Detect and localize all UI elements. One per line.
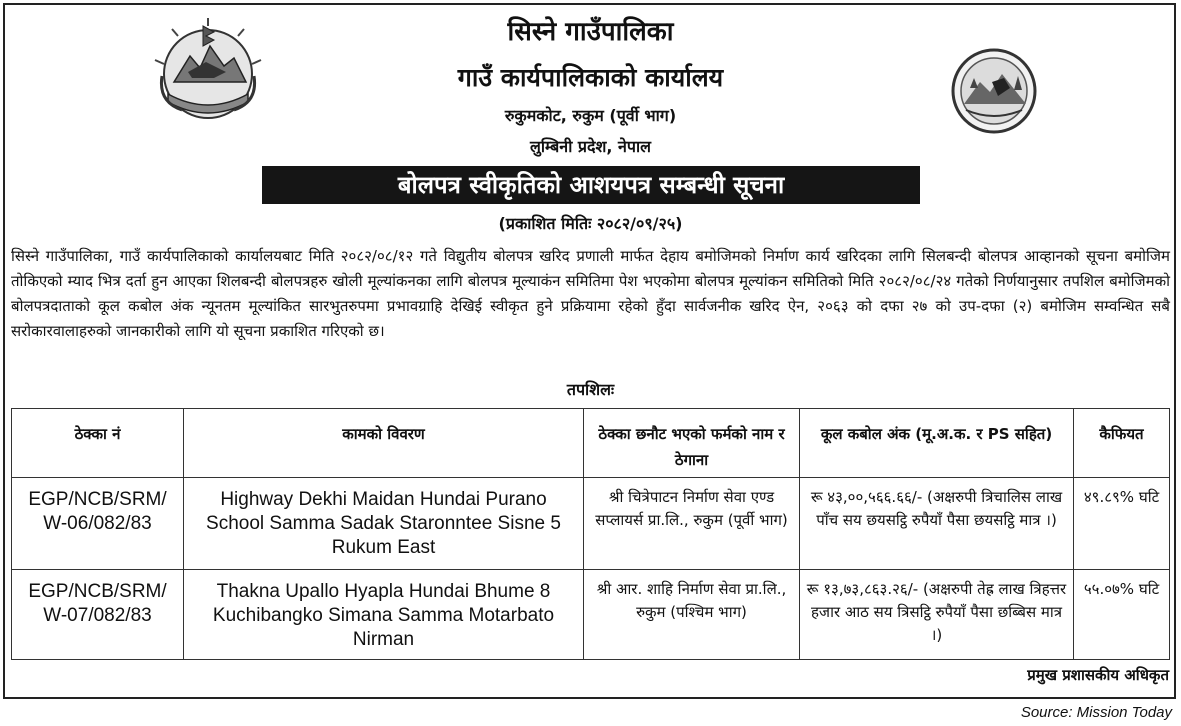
- office-address: रुकुमकोट, रुकुम (पूर्वी भाग): [504, 106, 677, 125]
- contract-no-cell: EGP/NCB/SRM/ W-06/082/83: [12, 478, 184, 570]
- published-date: (प्रकाशित मितिः २०८२/०९/२५): [498, 214, 683, 233]
- header-selected-firm: ठेक्का छनौट भएको फर्मको नाम र ठेगाना: [584, 409, 800, 478]
- header-total-amount: कूल कबोल अंक (मू.अ.क. र PS सहित): [800, 409, 1074, 478]
- source-credit: Source: Mission Today: [1020, 704, 1172, 721]
- office-province: लुम्बिनी प्रदेश, नेपाल: [529, 137, 651, 156]
- amount-cell: रू ४३,००,५६६.६६/- (अक्षरुपी त्रिचालिस लाख पाँच सय छयसट्ठि रुपैयाँ पैसा छयसट्ठि मात्र ।): [800, 478, 1074, 570]
- details-label: तपशिलः: [566, 380, 615, 399]
- remarks-cell: ५५.०७% घटि: [1074, 570, 1170, 660]
- bid-table: [11, 408, 1170, 660]
- firm-cell: श्री आर. शाहि निर्माण सेवा प्रा.लि., रुकुम (पश्चिम भाग): [584, 570, 800, 660]
- table-header-row: [12, 409, 1170, 478]
- header-contract-no: ठेक्का नं: [12, 409, 184, 478]
- signatory-title: प्रमुख प्रशासकीय अधिकृत: [1027, 666, 1169, 684]
- notice-title: बोलपत्र स्वीकृतिको आशयपत्र सम्बन्धी सूचना: [262, 166, 920, 204]
- amount-cell: रू १३,७३,८६३.२६/- (अक्षरुपी तेह्र लाख त्रिहत्तर हजार आठ सय त्रिसट्ठि रुपैयाँ पैसा छब्बिस मात्र ।): [800, 570, 1074, 660]
- table-row: [12, 478, 1170, 570]
- contract-no-cell: EGP/NCB/SRM/ W-07/082/83: [12, 570, 184, 660]
- table-row: [12, 570, 1170, 660]
- notice-body: सिस्ने गाउँपालिका, गाउँ कार्यपालिकाको कार्यालयबाट मिति २०८२/०८/१२ गते विद्युतीय बोलपत्र खरिद प्रणाली मार्फत देहाय बमोजिमको निर्माण कार्य खरिदका लागि सिलबन्दी बोलपत्र आव्हानको सूचना बमोजिम तोकिएको म्याद भित्र दर्ता हुन आएका शिलबन्दी बोलपत्रहरु खोली मूल्यांकनका लागि बोलपत्र मूल्याकंन समितिमा पेश भएकोमा बोलपत्र मूल्यांकन समितिको मिति २०८२/०८/२४ गतेको निर्णयानुसार तपशिल बमोजिमको बोलपत्रदाताको कूल कबोल अंक न्यूनतम मूल्यांकित सारभुतरुपमा प्रभावग्राहि देखिई स्वीकृत हुने प्रक्रियामा रहेको हुँदा सार्वजनीक खरिद ऐन, २०६३ को दफा २७ को उप-दफा (२) बमोजिम सम्वन्धित सबै सरोकारवालाहरुको जानकारीको लागि यो सूचना प्रकाशित गरिएको छ।: [11, 247, 1170, 340]
- header-work-description: कामको विवरण: [184, 409, 584, 478]
- remarks-cell: ४९.८९% घटि: [1074, 478, 1170, 570]
- work-description-cell: Highway Dekhi Maidan Hundai Purano School Samma Sadak Staronntee Sisne 5 Rukum East: [184, 478, 584, 570]
- work-description-cell: Thakna Upallo Hyapla Hundai Bhume 8 Kuchibangko Simana Samma Motarbato Nirman: [184, 570, 584, 660]
- office-name: सिस्ने गाउँपालिका: [507, 17, 674, 47]
- firm-cell: श्री चित्रेपाटन निर्माण सेवा एण्ड सप्लायर्स प्रा.लि., रुकुम (पूर्वी भाग): [584, 478, 800, 570]
- header-remarks: कैफियत: [1074, 409, 1170, 478]
- office-subtitle: गाउँ कार्यपालिकाको कार्यालय: [457, 63, 724, 92]
